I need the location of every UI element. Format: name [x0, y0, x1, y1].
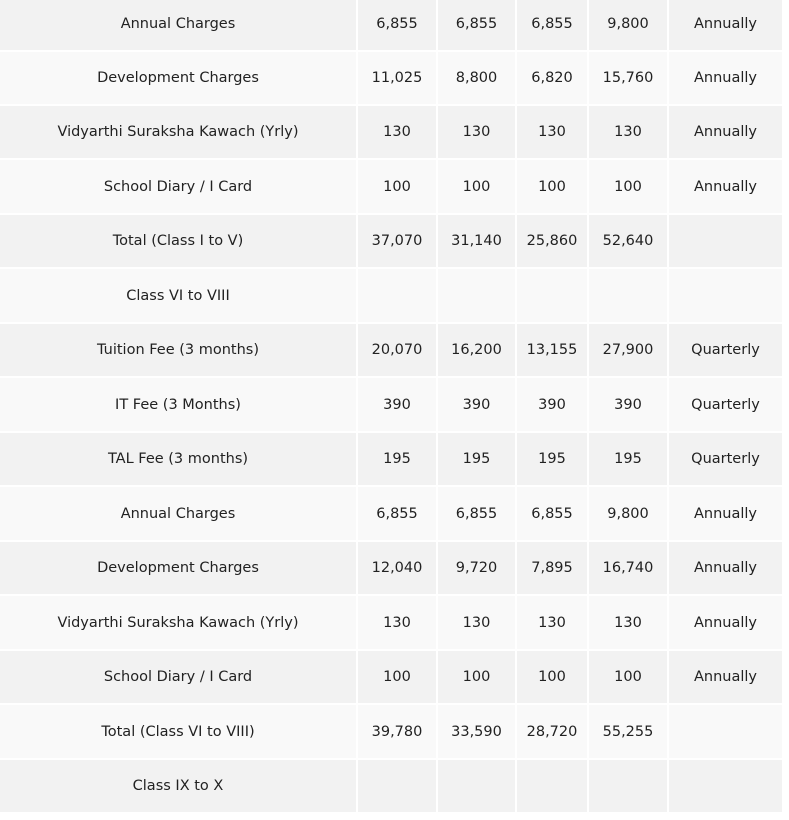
fee-value-col-1: 130	[357, 105, 437, 159]
payment-frequency: Quarterly	[668, 432, 783, 486]
fee-item-label: IT Fee (3 Months)	[0, 377, 357, 432]
table-row	[0, 704, 783, 759]
fee-value-col-4: 9,800	[588, 486, 668, 541]
fee-value-col-3	[516, 759, 588, 813]
fee-value-col-3: 13,155	[516, 323, 588, 377]
payment-frequency: Annually	[668, 541, 783, 595]
fee-value-col-3: 130	[516, 595, 588, 650]
payment-frequency: Quarterly	[668, 323, 783, 377]
fee-value-col-1: 39,780	[357, 704, 437, 759]
fee-value-col-3: 100	[516, 650, 588, 704]
table-row	[0, 105, 783, 159]
payment-frequency: Annually	[668, 159, 783, 214]
fee-value-col-4	[588, 268, 668, 323]
table-row	[0, 214, 783, 268]
fee-value-col-2: 8,800	[437, 51, 516, 105]
table-row	[0, 541, 783, 595]
table-row	[0, 0, 783, 51]
fee-item-label: School Diary / I Card	[0, 159, 357, 214]
payment-frequency: Annually	[668, 650, 783, 704]
fee-item-label: TAL Fee (3 months)	[0, 432, 357, 486]
table-row	[0, 159, 783, 214]
fee-value-col-2: 16,200	[437, 323, 516, 377]
fee-value-col-2	[437, 759, 516, 813]
fee-value-col-1: 390	[357, 377, 437, 432]
fee-value-col-2: 33,590	[437, 704, 516, 759]
fee-value-col-3: 130	[516, 105, 588, 159]
fee-value-col-4: 15,760	[588, 51, 668, 105]
fee-value-col-1	[357, 759, 437, 813]
fee-value-col-4: 52,640	[588, 214, 668, 268]
fee-value-col-3: 195	[516, 432, 588, 486]
fee-value-col-3: 390	[516, 377, 588, 432]
fee-item-label: Annual Charges	[0, 0, 357, 51]
fee-item-label: Total (Class I to V)	[0, 214, 357, 268]
fee-value-col-4: 16,740	[588, 541, 668, 595]
fee-item-label: Tuition Fee (3 months)	[0, 323, 357, 377]
payment-frequency: Annually	[668, 486, 783, 541]
fee-value-col-1: 195	[357, 432, 437, 486]
fee-value-col-3: 6,855	[516, 0, 588, 51]
payment-frequency	[668, 214, 783, 268]
table-row	[0, 650, 783, 704]
fee-item-label: Development Charges	[0, 51, 357, 105]
fee-value-col-3	[516, 268, 588, 323]
fee-value-col-4: 27,900	[588, 323, 668, 377]
fee-value-col-4: 9,800	[588, 0, 668, 51]
fee-value-col-3: 6,820	[516, 51, 588, 105]
fee-value-col-3: 25,860	[516, 214, 588, 268]
fee-value-col-3: 7,895	[516, 541, 588, 595]
fee-value-col-1: 100	[357, 650, 437, 704]
fee-item-label: Annual Charges	[0, 486, 357, 541]
fee-value-col-4	[588, 759, 668, 813]
payment-frequency	[668, 268, 783, 323]
fee-value-col-1: 100	[357, 159, 437, 214]
fee-value-col-2: 6,855	[437, 0, 516, 51]
fee-value-col-2: 31,140	[437, 214, 516, 268]
fee-item-label: Total (Class VI to VIII)	[0, 704, 357, 759]
fee-value-col-2	[437, 268, 516, 323]
table-row	[0, 268, 783, 323]
fee-value-col-1: 11,025	[357, 51, 437, 105]
table-row	[0, 759, 783, 813]
payment-frequency: Quarterly	[668, 377, 783, 432]
table-row	[0, 51, 783, 105]
table-row	[0, 377, 783, 432]
fee-value-col-1: 6,855	[357, 486, 437, 541]
fee-value-col-2: 100	[437, 650, 516, 704]
payment-frequency	[668, 759, 783, 813]
fee-item-label: School Diary / I Card	[0, 650, 357, 704]
table-row	[0, 432, 783, 486]
fee-value-col-4: 195	[588, 432, 668, 486]
payment-frequency: Annually	[668, 105, 783, 159]
fee-value-col-1	[357, 268, 437, 323]
fee-item-label: Vidyarthi Suraksha Kawach (Yrly)	[0, 595, 357, 650]
fee-value-col-2: 130	[437, 595, 516, 650]
fee-item-label: Class VI to VIII	[0, 268, 357, 323]
fee-value-col-3: 6,855	[516, 486, 588, 541]
payment-frequency: Annually	[668, 0, 783, 51]
fee-value-col-2: 9,720	[437, 541, 516, 595]
fee-value-col-1: 20,070	[357, 323, 437, 377]
fee-value-col-4: 55,255	[588, 704, 668, 759]
fee-value-col-2: 195	[437, 432, 516, 486]
table-row	[0, 323, 783, 377]
table-row	[0, 486, 783, 541]
fee-value-col-4: 100	[588, 159, 668, 214]
fee-item-label: Vidyarthi Suraksha Kawach (Yrly)	[0, 105, 357, 159]
fee-value-col-1: 37,070	[357, 214, 437, 268]
fee-value-col-2: 390	[437, 377, 516, 432]
fee-value-col-1: 130	[357, 595, 437, 650]
fee-value-col-1: 12,040	[357, 541, 437, 595]
fee-value-col-2: 100	[437, 159, 516, 214]
fee-value-col-2: 6,855	[437, 486, 516, 541]
fee-value-col-4: 130	[588, 595, 668, 650]
payment-frequency: Annually	[668, 51, 783, 105]
fee-value-col-3: 28,720	[516, 704, 588, 759]
table-row	[0, 595, 783, 650]
payment-frequency	[668, 704, 783, 759]
fee-value-col-4: 390	[588, 377, 668, 432]
fee-value-col-2: 130	[437, 105, 516, 159]
fee-value-col-1: 6,855	[357, 0, 437, 51]
fee-value-col-4: 100	[588, 650, 668, 704]
fee-value-col-4: 130	[588, 105, 668, 159]
payment-frequency: Annually	[668, 595, 783, 650]
fee-item-label: Development Charges	[0, 541, 357, 595]
fee-item-label: Class IX to X	[0, 759, 357, 813]
fee-value-col-3: 100	[516, 159, 588, 214]
